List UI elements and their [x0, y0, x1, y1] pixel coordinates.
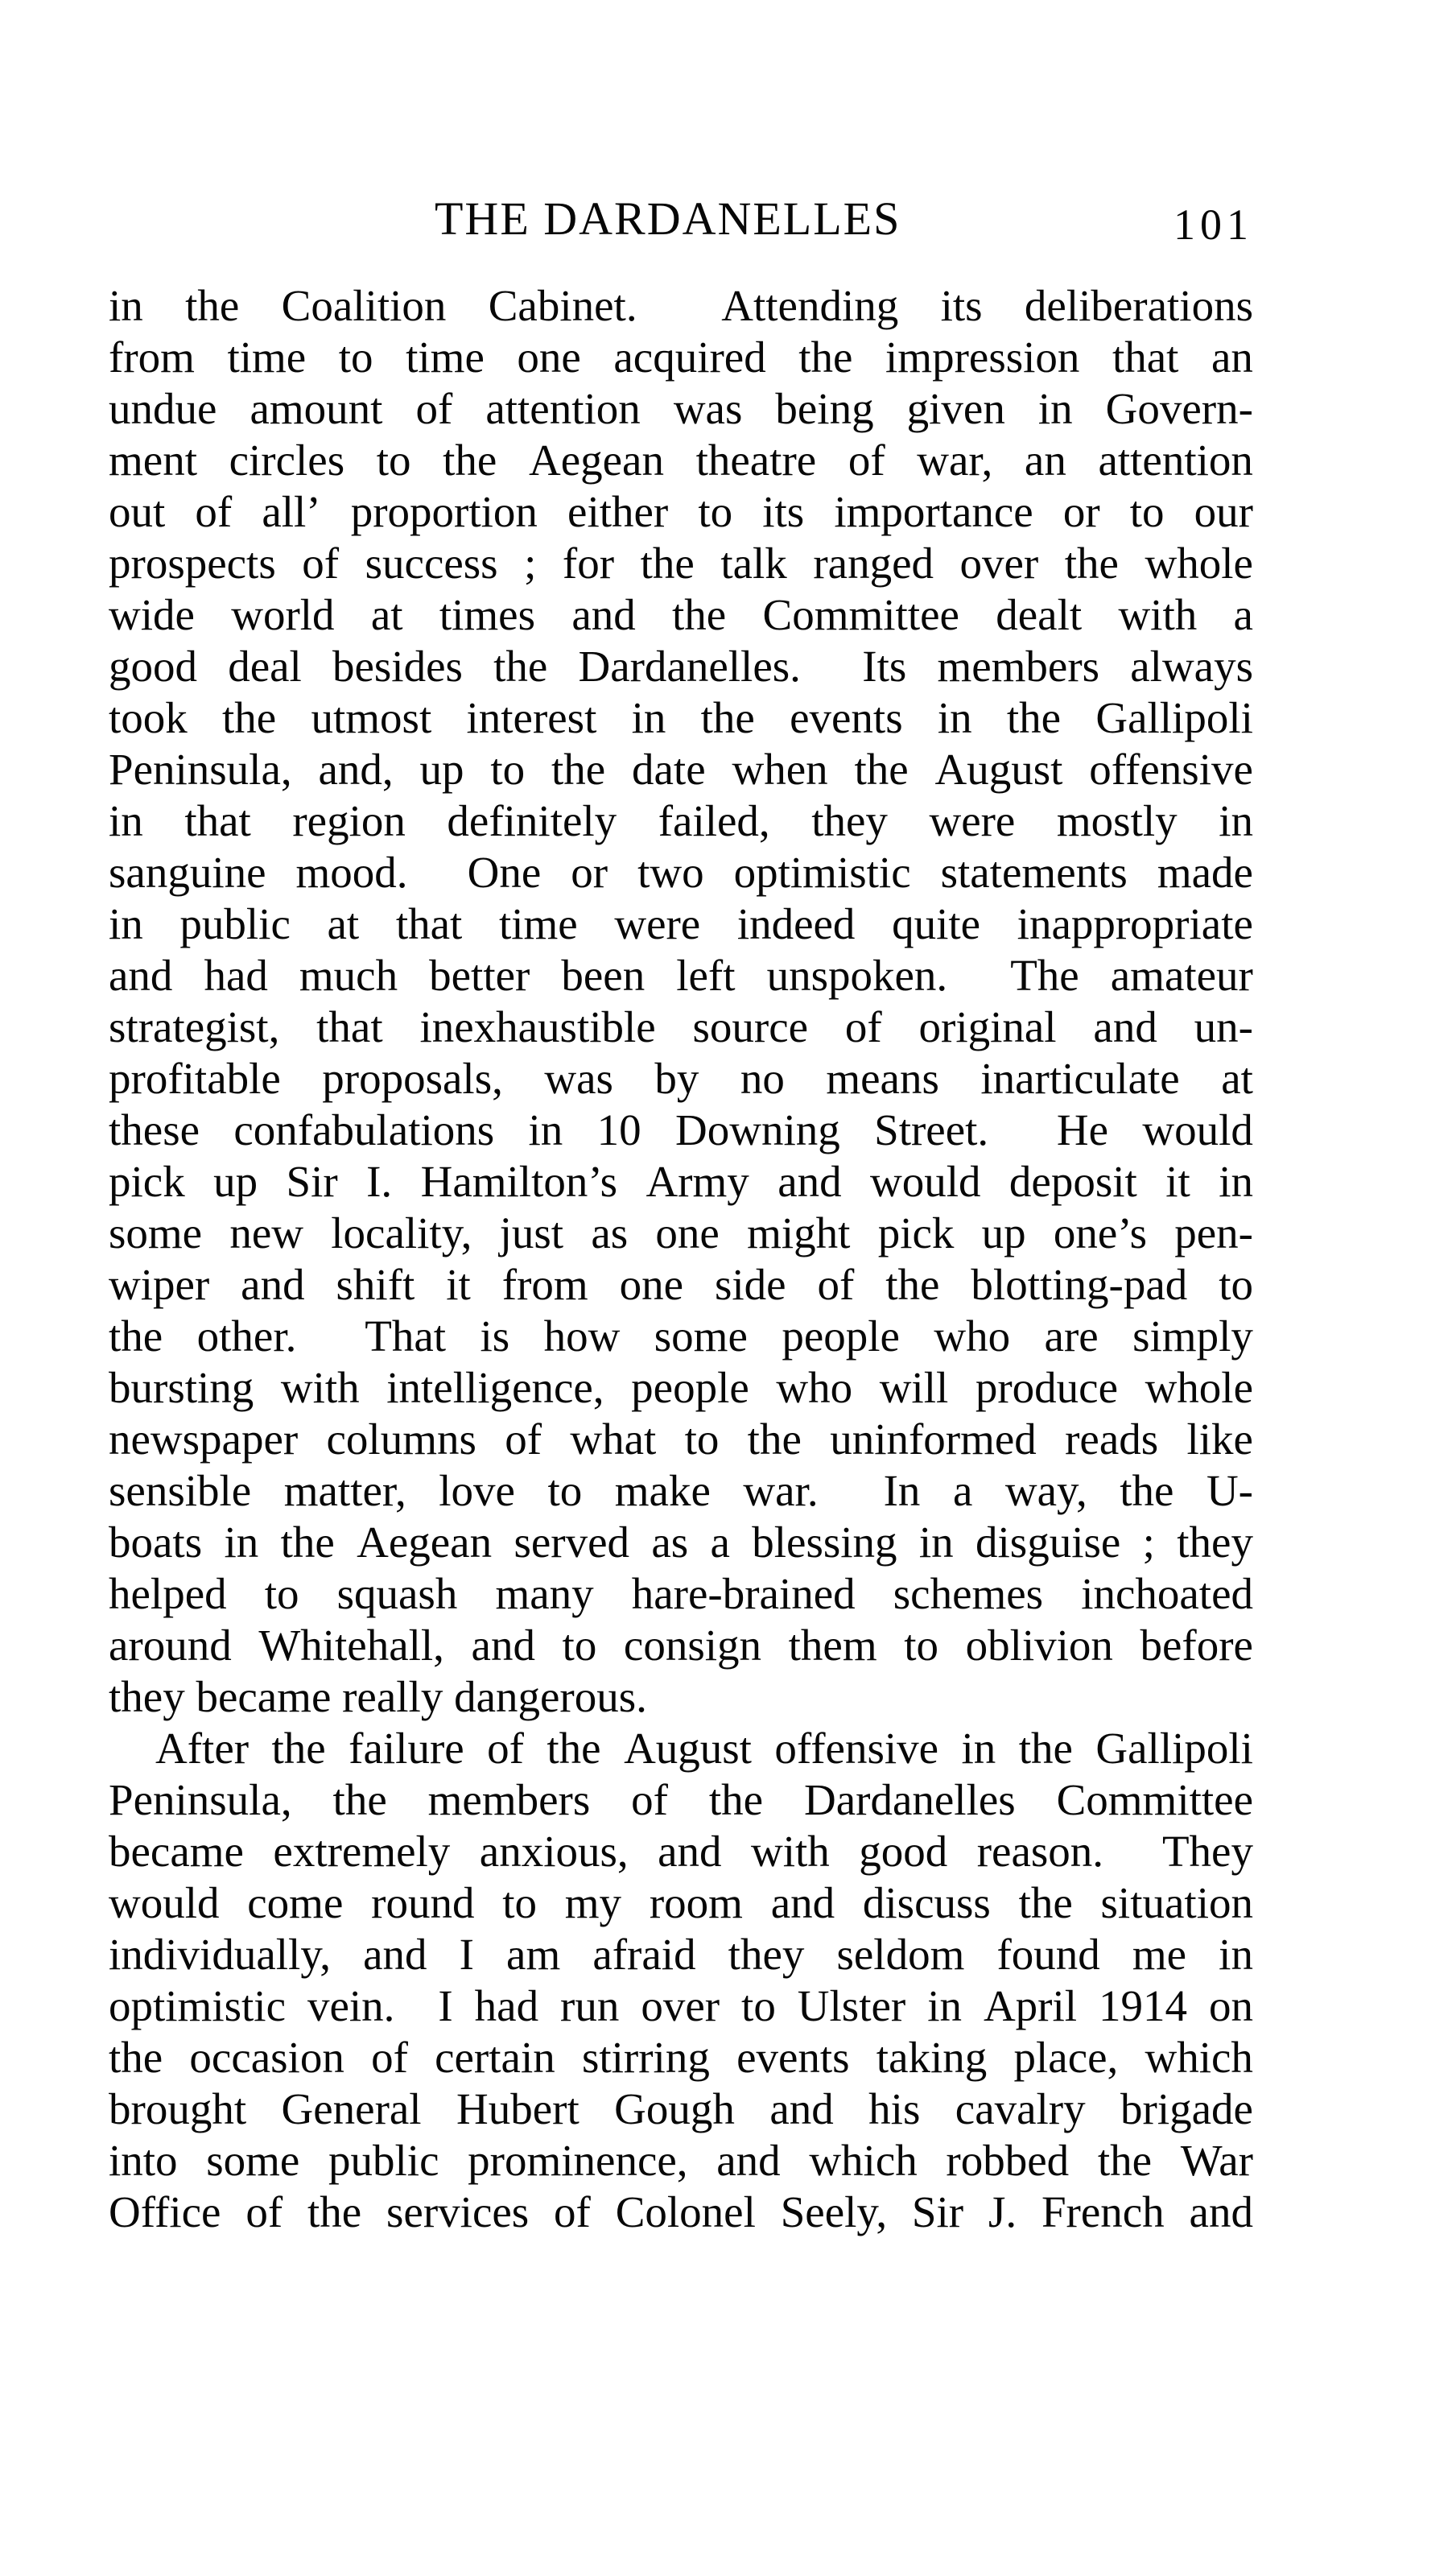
- text-line: bursting with intelligence, people who will produce whole: [109, 1363, 1253, 1412]
- paragraph: [109, 280, 1253, 1723]
- text-line: newspaper columns of what to the uninformed reads like: [109, 1414, 1253, 1464]
- text-line: and had much better been left unspoken. The amateur: [109, 951, 1253, 1000]
- text-line: optimistic vein. I had run over to Ulster in April 1914 on: [109, 1981, 1253, 2030]
- text-line: in the Coalition Cabinet. Attending its deliberations: [109, 281, 1253, 330]
- text-line: these confabulations in 10 Downing Street. He would: [109, 1105, 1253, 1154]
- running-title: THE DARDANELLES: [435, 192, 901, 245]
- text-line: brought General Hubert Gough and his cavalry brigade: [109, 2084, 1253, 2133]
- text-line: the other. That is how some people who are simply: [109, 1311, 1253, 1361]
- text-line: profitable proposals, was by no means inarticulate at: [109, 1054, 1253, 1103]
- text-line: into some public prominence, and which robbed the War: [109, 2136, 1253, 2185]
- page-body: [109, 280, 1253, 2238]
- paragraph: [109, 1723, 1253, 2238]
- text-line: pick up Sir I. Hamilton’s Army and would deposit it in: [109, 1157, 1253, 1206]
- text-line: boats in the Aegean served as a blessing in disguise ; they: [109, 1518, 1253, 1567]
- text-line: Peninsula, and, up to the date when the August offensive: [109, 745, 1253, 794]
- text-line: took the utmost interest in the events in the Gallipoli: [109, 693, 1253, 742]
- text-line: sensible matter, love to make war. In a way, the U-: [109, 1466, 1253, 1515]
- text-line: sanguine mood. One or two optimistic statements made: [109, 848, 1253, 897]
- text-line: became extremely anxious, and with good reason. They: [109, 1827, 1253, 1876]
- text-line: from time to time one acquired the impression that an: [109, 332, 1253, 382]
- text-line: in public at that time were indeed quite inappropriate: [109, 899, 1253, 948]
- text-line: individually, and I am afraid they seldom found me in: [109, 1930, 1253, 1979]
- text-line: prospects of success ; for the talk ranged over the whole: [109, 539, 1253, 588]
- text-line: wide world at times and the Committee dealt with a: [109, 590, 1253, 639]
- text-line: undue amount of attention was being given in Govern-: [109, 384, 1253, 433]
- text-line: good deal besides the Dardanelles. Its members always: [109, 642, 1253, 691]
- text-line: wiper and shift it from one side of the blotting-pad to: [109, 1260, 1253, 1309]
- text-line: the occasion of certain stirring events taking place, which: [109, 2033, 1253, 2082]
- text-line: some new locality, just as one might pick up one’s pen-: [109, 1208, 1253, 1257]
- text-line: strategist, that inexhaustible source of original and un-: [109, 1002, 1253, 1051]
- text-line: After the failure of the August offensive in the Gallipoli: [155, 1724, 1253, 1773]
- text-line: Peninsula, the members of the Dardanelles Committee: [109, 1775, 1253, 1824]
- text-line: ment circles to the Aegean theatre of war, an attention: [109, 436, 1253, 485]
- text-line: around Whitehall, and to consign them to oblivion before: [109, 1621, 1253, 1670]
- text-line: Office of the services of Colonel Seely, Sir J. French and: [109, 2187, 1253, 2236]
- text-line: they became really dangerous.: [109, 1672, 647, 1721]
- text-line: would come round to my room and discuss the situation: [109, 1878, 1253, 1927]
- text-line: in that region definitely failed, they were mostly in: [109, 796, 1253, 845]
- text-line: out of all’ proportion either to its importance or to our: [109, 487, 1253, 536]
- page-number: 101: [1173, 200, 1253, 249]
- text-line: helped to squash many hare-brained schemes inchoated: [109, 1569, 1253, 1618]
